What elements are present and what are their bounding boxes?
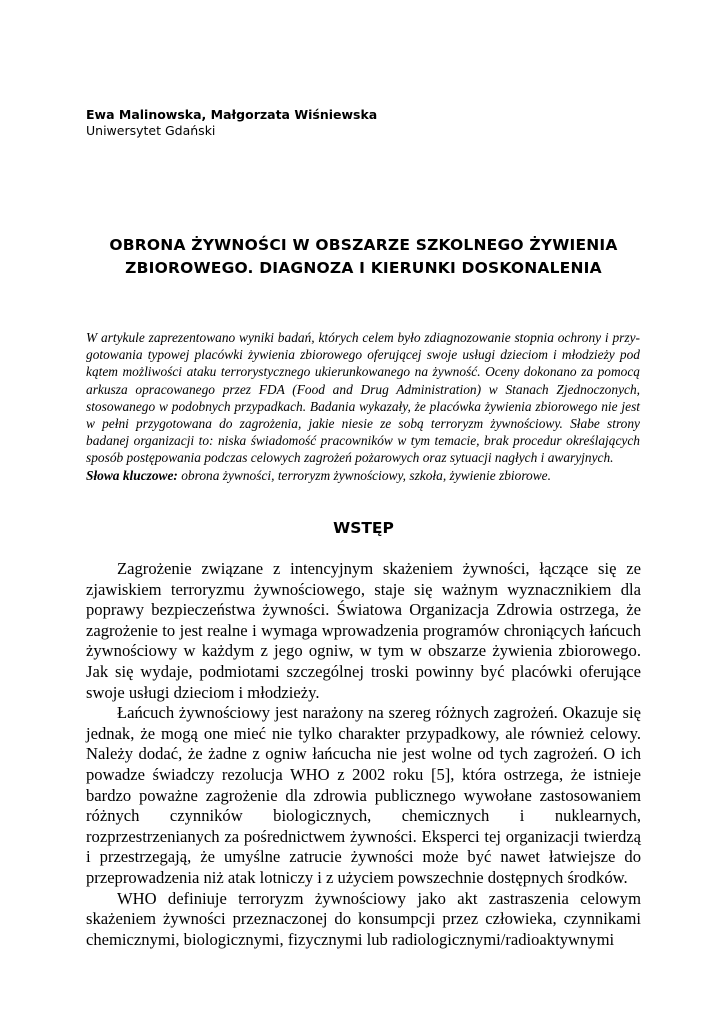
abstract-text: W artykule zaprezentowano wyniki badań, których celem było zdiagnozowanie stopnia ochrony i przygotowania typowej placówki żywienia zbiorowego oferującej swoje usługi dzieciom i młodzieży pod kątem możliwości ataku terrorystycznego ukierunkowanego na żywność. Oceny dokonano za pomocą arkusza opracowanego przez FDA (Food and Drug Administration) w Stanach Zjednoczonych, stosowanego w podobnych przypadkach. Badania wykazały, że placówka żywienia zbiorowego nie jest w pełni przygotowana do zagrożenia, jakie niesie ze sobą terroryzm żywnościowy. Słabe strony badanej organizacji to: niska świadomość pracowników w tym temacie, brak procedur określających sposób postępowania podczas celowych zagrożeń pożarowych oraz sytuacji nagłych i awaryjnych. [86, 330, 640, 466]
author-block [86, 107, 646, 139]
article-title-line-2: ZBIOROWEGO. DIAGNOZA I KIERUNKI DOSKONALENIA [125, 259, 602, 277]
section-heading: WSTĘP [333, 519, 394, 537]
body-paragraph: Zagrożenie związane z intencyjnym skażeniem żywności, łączące się ze zjawiskiem terroryzmu żywnościowego, staje się ważnym wyznacznikiem dla poprawy bezpieczeństwa żywności. Światowa Organizacja Zdrowia ostrzega, że zagrożenie to jest realne i wymaga wprowadzenia programów chroniących łańcuch żywnościowy w każdym z jego ogniw, w tym w obszarze żywienia zbiorowego. Jak się wydaje, podmiotami szczególnej troski powinny być placówki oferujące swoje usługi dzieciom i młodzieży. [86, 559, 641, 702]
body-text [86, 559, 641, 950]
keywords-text: obrona żywności, terroryzm żywnościowy, szkoła, żywienie zbiorowe. [177, 467, 551, 483]
body-paragraph: Łańcuch żywnościowy jest narażony na szereg różnych zagrożeń. Okazuje się jednak, że mogą one mieć nie tylko charakter przypadkowy, ale również celowy. Należy dodać, że żadne z ogniw łańcucha nie jest wolne od tych zagrożeń. O ich powadze świadczy rezolucja WHO z 2002 roku [5], która ostrzega, że istnieje bardzo poważne zagrożenie dla zdrowia publicznego wywołane zastosowaniem różnych czynników biologicznych, chemicznych i nuklearnych, rozprzestrzenianych za pośrednictwem żywności. Eksperci tej organizacji twierdzą i przestrzegają, że umyślne zatrucie żywności może być nawet łatwiejsze do przeprowadzenia niż atak lotniczy i z użyciem powszechnie dostępnych środków. [86, 703, 641, 887]
abstract [86, 329, 640, 484]
article-title-line-1: OBRONA ŻYWNOŚCI W OBSZARZE SZKOLNEGO ŻYWIENIA [109, 236, 618, 254]
author-affiliation: Uniwersytet Gdański [86, 123, 216, 138]
keywords [86, 467, 640, 484]
article-title [86, 234, 641, 280]
keywords-label: Słowa kluczowe: [86, 467, 178, 483]
body-paragraph: WHO definiuje terroryzm żywnościowy jako akt zastraszenia celowym skażeniem żywności przeznaczonej do konsumpcji przez człowieka, czynnikami chemicznymi, biologicznymi, fizycznymi lub radiologicznymi/radioaktywnymi [86, 888, 641, 949]
author-names: Ewa Malinowska, Małgorzata Wiśniewska [86, 107, 378, 122]
